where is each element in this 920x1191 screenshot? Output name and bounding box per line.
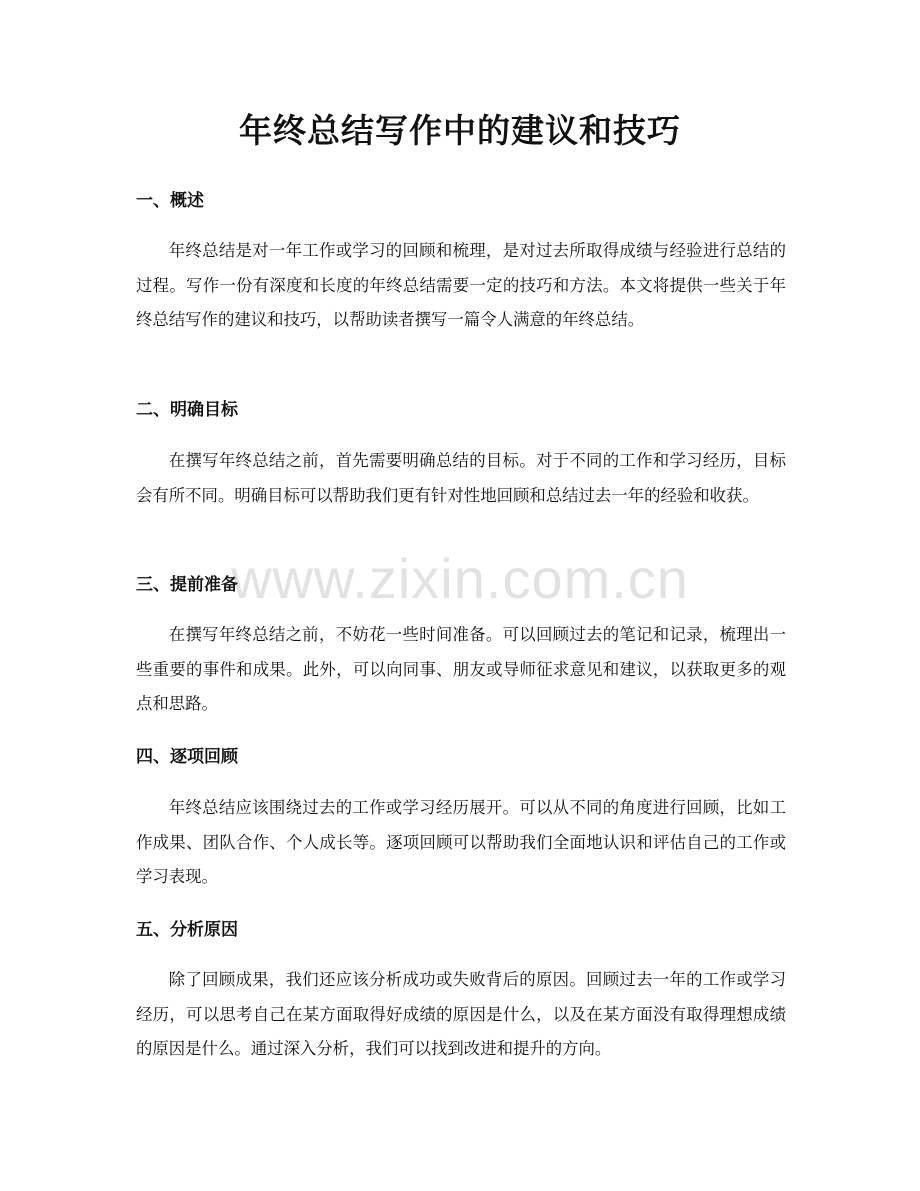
section-body-prepare: 在撰写年终总结之前，不妨花一些时间准备。可以回顾过去的笔记和记录，梳理出一些重要的事件和成果。此外，可以向同事、朋友或导师征求意见和建议，以获取更多的观点和思路。: [136, 625, 786, 713]
section-body-review: 年终总结应该围绕过去的工作或学习经历展开。可以从不同的角度进行回顾，比如工作成果、团队合作、个人成长等。逐项回顾可以帮助我们全面地认识和评估自己的工作或学习表现。: [136, 798, 786, 886]
document-title: 年终总结写作中的建议和技巧: [239, 111, 681, 150]
section-heading-goals: 二、明确目标: [136, 400, 238, 420]
section-body-goals: 在撰写年终总结之前，首先需要明确总结的目标。对于不同的工作和学习经历，目标会有所不同。明确目标可以帮助我们更有针对性地回顾和总结过去一年的经验和收获。: [136, 451, 786, 505]
section-body-analysis: 除了回顾成果，我们还应该分析成功或失败背后的原因。回顾过去一年的工作或学习经历，可以思考自己在某方面取得好成绩的原因是什么，以及在某方面没有取得理想成绩的原因是什么。通过深入分析，我们可以找到改进和提升的方向。: [136, 970, 786, 1058]
section-heading-review: 四、逐项回顾: [136, 747, 238, 767]
section-body-overview: 年终总结是对一年工作或学习的回顾和梳理，是对过去所取得成绩与经验进行总结的过程。写作一份有深度和长度的年终总结需要一定的技巧和方法。本文将提供一些关于年终总结写作的建议和技巧，以帮助读者撰写一篇令人满意的年终总结。: [136, 241, 786, 329]
section-heading-analysis: 五、分析原因: [136, 920, 238, 940]
section-heading-prepare: 三、提前准备: [136, 575, 238, 595]
watermark: www.zixin.com.cn: [231, 547, 689, 610]
section-heading-overview: 一、概述: [136, 191, 204, 211]
